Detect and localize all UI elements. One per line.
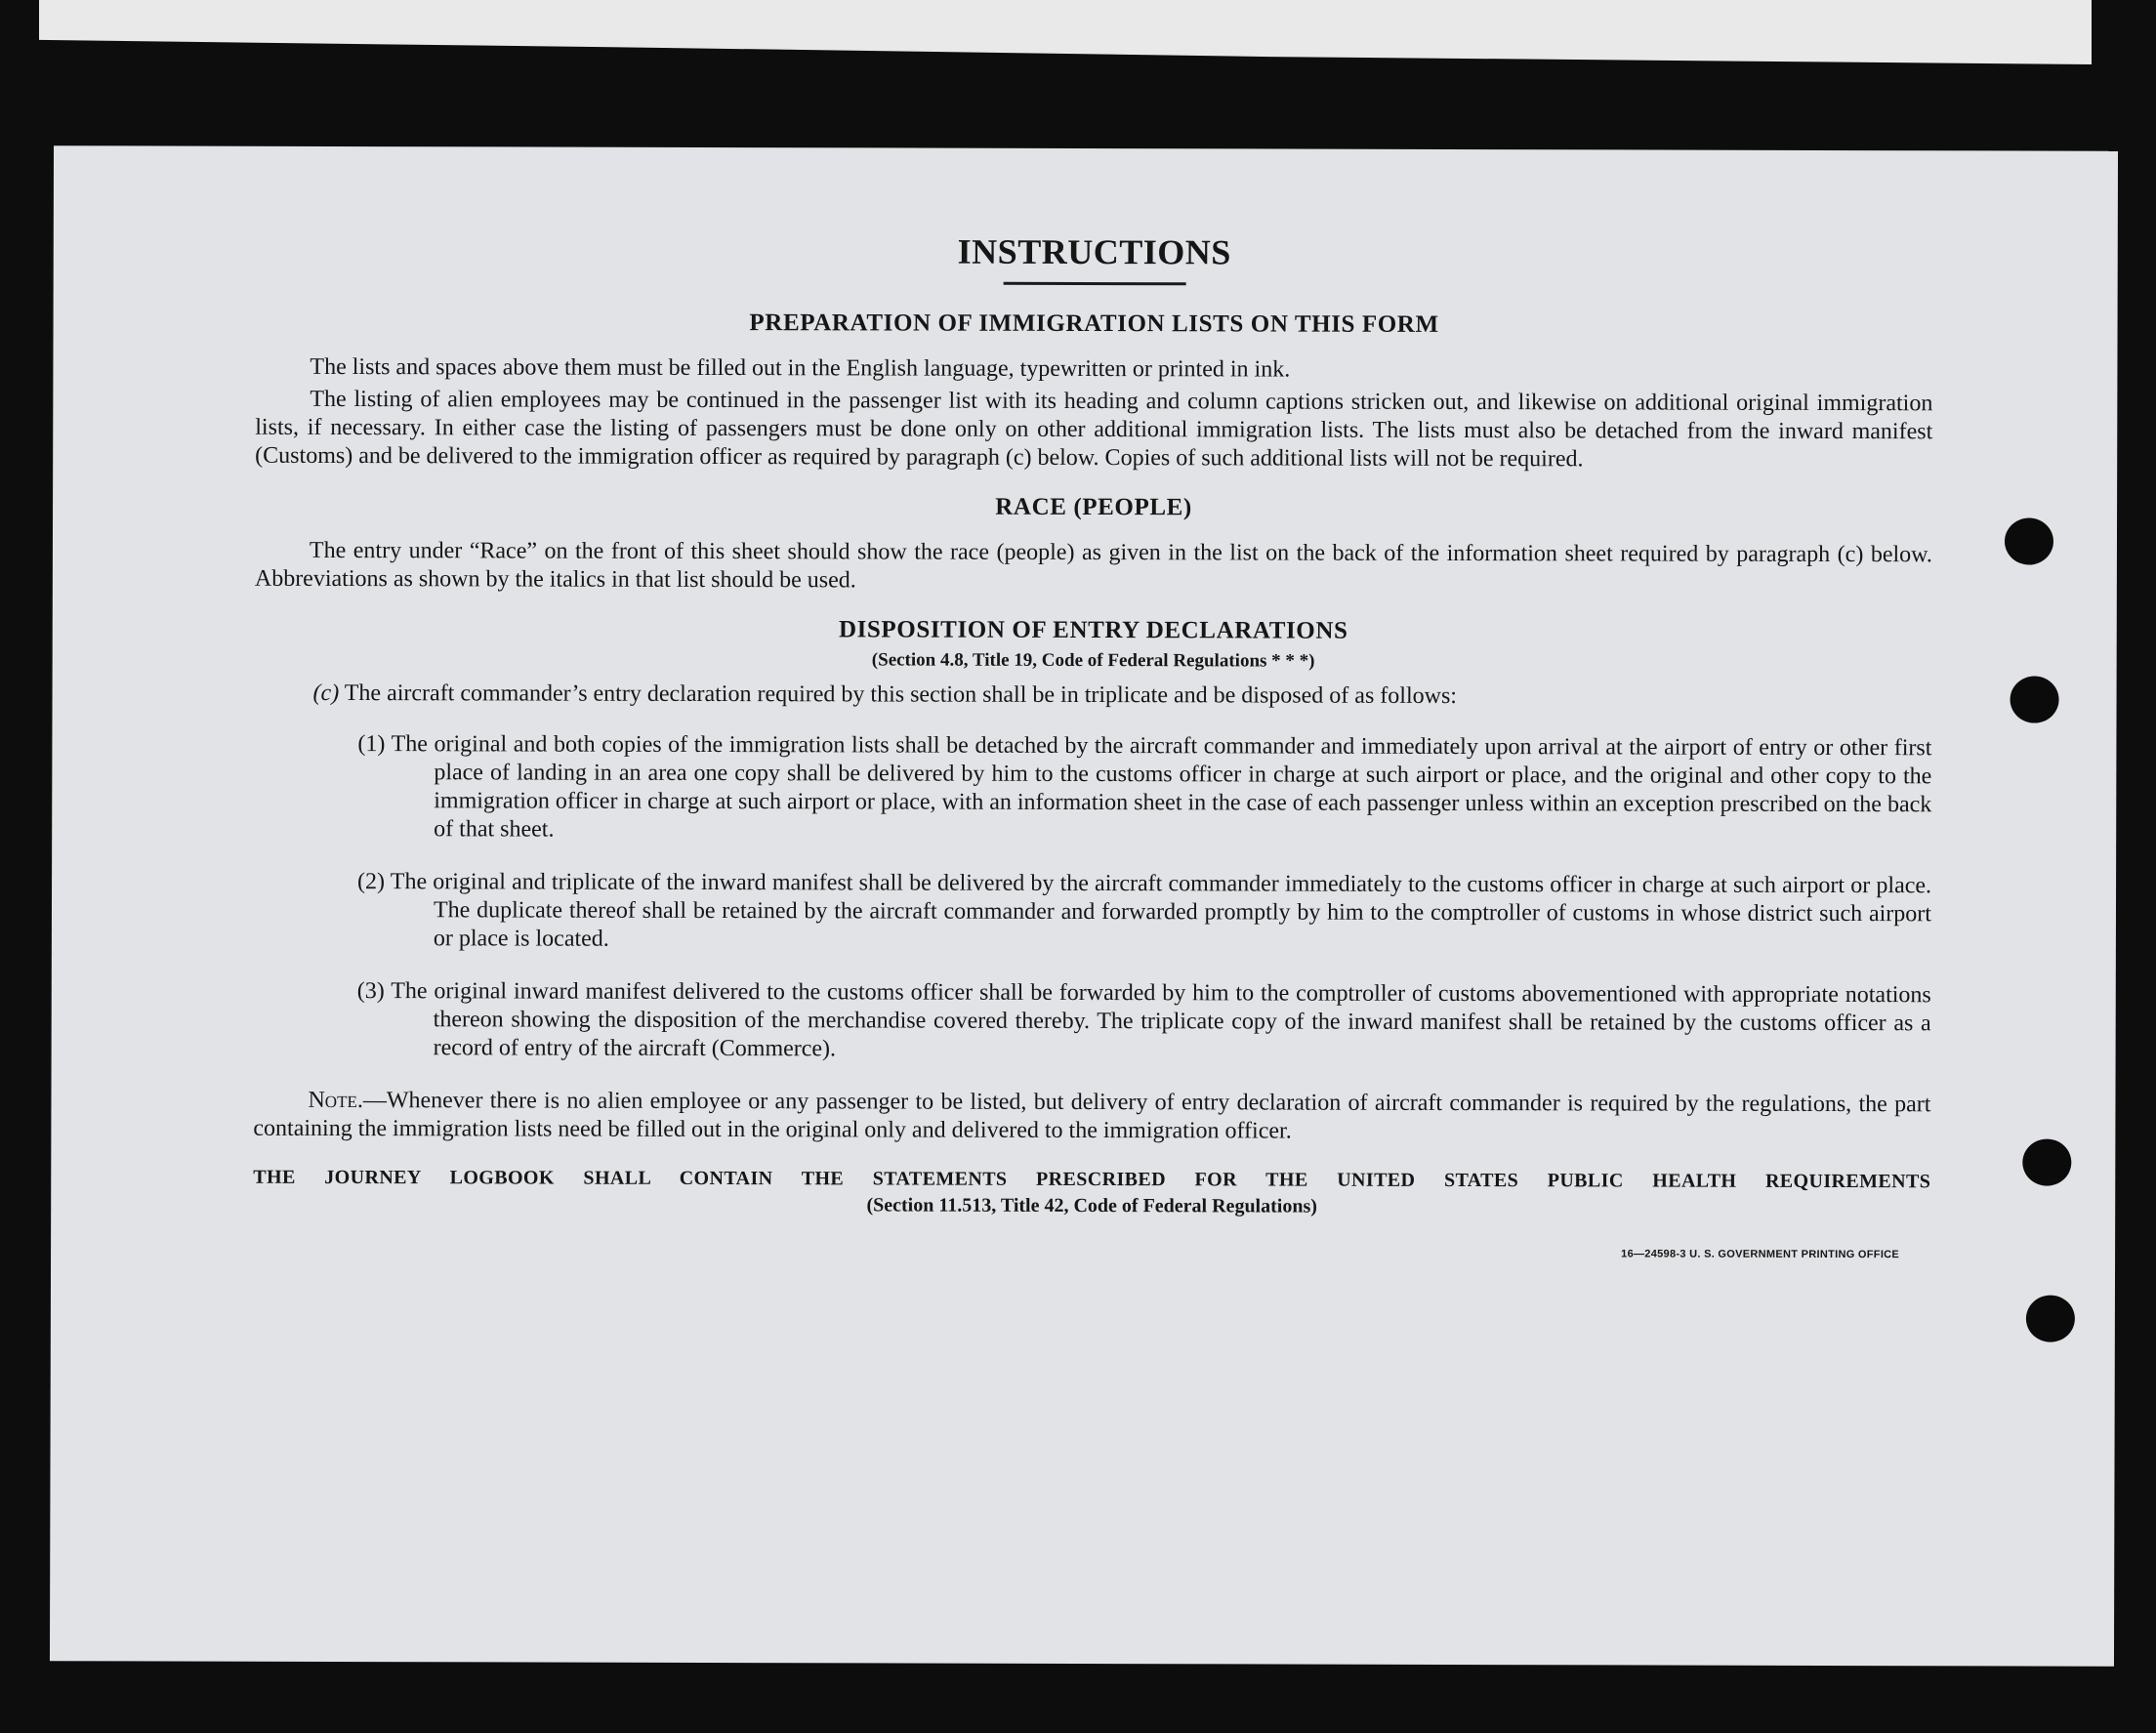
item-text: The original and both copies of the immigration lists shall be detached by the aircraft commander and immediately upon arrival at the airport of entry or other first place of landing in an area one copy shall be delivered by him to the customs officer in charge at such airport or place, and the original and other copy to the immigration officer in charge at such airport or place, with an information sheet in the case of each passenger unless within an exception prescribed on the back of that sheet. — [391, 731, 1932, 843]
footer-citation: (Section 11.513, Title 42, Code of Federal Regulations) — [866, 1194, 1317, 1217]
punch-hole-1 — [2005, 517, 2053, 564]
document-page — [50, 145, 2118, 1667]
title-underline — [1003, 282, 1185, 285]
item-number: (2) — [357, 869, 386, 895]
disposition-clause — [255, 680, 1932, 712]
disposition-citation: (Section 4.8, Title 19, Code of Federal Regulations * * *) — [871, 649, 1315, 672]
print-code: 16—24598-3 U. S. GOVERNMENT PRINTING OFFICE — [1621, 1248, 1900, 1261]
item-number: (3) — [356, 978, 385, 1005]
preparation-paragraph-1: The lists and spaces above them must be filled out in the English language, typewritten or printed in ink. — [310, 353, 1291, 383]
clause-text: The aircraft commander’s entry declaration required by this section shall be in triplicate and be disposed of as follows: — [344, 681, 1458, 709]
note-text: —Whenever there is no alien employee or any passenger to be listed, but delivery of entry declaration of aircraft commander is required by the regulations, the part containing the immigration lists need be filled out in the original only and delivered to the immigration officer. — [253, 1088, 1931, 1144]
disposition-item-1 — [254, 730, 1931, 847]
footer-heading: THE JOURNEY LOGBOOK SHALL CONTAIN THE STATEMENTS PRESCRIBED FOR THE UNITED STATES PUBLIC HEALTH REQUIREMENTS — [253, 1166, 1931, 1193]
note-paragraph — [253, 1087, 1930, 1147]
instructions-content — [253, 229, 1933, 1260]
punch-hole-4 — [2026, 1296, 2075, 1342]
race-heading: RACE (PEOPLE) — [995, 493, 1192, 521]
clause-label: (c) — [312, 680, 340, 707]
item-text: The original and triplicate of the inward manifest shall be delivered by the aircraft commander immediately to the customs officer in charge at such airport or place. The duplicate thereof shall be retained by the aircraft commander and forwarded promptly by him to the comptroller of customs in whose district such airport or place is located. — [390, 869, 1932, 952]
preparation-heading: PREPARATION OF IMMIGRATION LISTS ON THIS FORM — [749, 309, 1439, 338]
punch-hole-3 — [2022, 1139, 2071, 1186]
scanned-top-strip — [39, 0, 2092, 64]
disposition-item-2 — [254, 868, 1931, 957]
punch-hole-2 — [2010, 676, 2058, 722]
disposition-heading: DISPOSITION OF ENTRY DECLARATIONS — [838, 616, 1348, 644]
preparation-paragraph-2: The listing of alien employees may be continued in the passenger list with its heading and column captions stricken out, and likewise on additional original immigration lists, if necessary. In either case the listing of passengers must be done only on other additional immigration lists. The lists must also be detached from the inward manifest (Customs) and be delivered to the immigration officer as required by paragraph (c) below. Copies of such additional lists will not be required. — [255, 386, 1933, 473]
race-paragraph: The entry under “Race” on the front of this sheet should show the race (people) as given in the list on the back of the information sheet required by paragraph (c) below. Abbreviations as shown by the italics in that list should be used. — [254, 537, 1932, 594]
item-number: (1) — [357, 731, 386, 758]
note-label: Note. — [308, 1087, 363, 1114]
item-text: The original inward manifest delivered to the customs officer shall be forwarded by him to the comptroller of customs abovementioned with appropriate notations thereon showing the disposition of the merchandise covered thereby. The triplicate copy of the inward manifest shall be retained by the customs officer as a record of entry of the aircraft (Commerce). — [391, 978, 1931, 1062]
document-title: INSTRUCTIONS — [957, 231, 1231, 272]
disposition-item-3 — [254, 977, 1931, 1066]
